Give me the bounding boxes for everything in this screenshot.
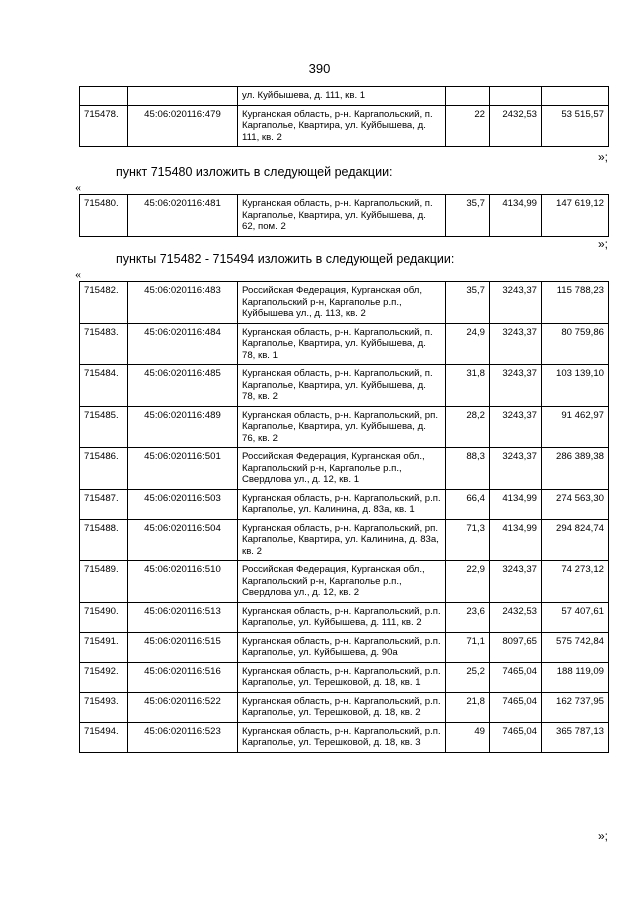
row-number-cell: 715478.: [80, 105, 128, 147]
cadastral-number-cell: 45:06:020116:523: [128, 722, 238, 752]
rate-cell: 3243,37: [490, 282, 542, 324]
table-row: [80, 282, 609, 324]
registry-table-3: [79, 281, 609, 753]
area-cell: 28,2: [446, 406, 490, 448]
address-cell: Курганская область, р-н. Каргапольский, п. Каргаполье, Квартира, ул. Куйбышева, д. 62, пом. 2: [238, 195, 446, 237]
cadastral-number-cell: 45:06:020116:522: [128, 692, 238, 722]
closing-quote: »;: [598, 829, 609, 843]
cadastral-number-cell: 45:06:020116:513: [128, 602, 238, 632]
cadastral-number-cell: 45:06:020116:516: [128, 662, 238, 692]
cadastral-number-cell: 45:06:020116:501: [128, 448, 238, 490]
cadastral-number-cell: [128, 87, 238, 106]
cost-cell: 147 619,12: [542, 195, 609, 237]
opening-quote: «: [75, 180, 81, 194]
address-cell: Курганская область, р-н. Каргапольский, п. Каргаполье, Квартира, ул. Куйбышева, д. 111, кв. 2: [238, 105, 446, 147]
address-cell: Курганская область, р-н. Каргапольский, рп. Каргаполье, Квартира, ул. Калинина, д. 83а, кв. 2: [238, 519, 446, 561]
area-cell: 35,7: [446, 195, 490, 237]
address-cell: Курганская область, р-н. Каргапольский, р.п. Каргаполье, ул. Куйбышева, д. 111, кв. 2: [238, 602, 446, 632]
row-number-cell: 715486.: [80, 448, 128, 490]
rate-cell: 4134,99: [490, 489, 542, 519]
cost-cell: [542, 87, 609, 106]
rate-cell: 3243,37: [490, 323, 542, 365]
area-cell: 35,7: [446, 282, 490, 324]
table-row: [80, 448, 609, 490]
area-cell: 22,9: [446, 561, 490, 603]
area-cell: 25,2: [446, 662, 490, 692]
area-cell: [446, 87, 490, 106]
cadastral-number-cell: 45:06:020116:483: [128, 282, 238, 324]
cost-cell: 286 389,38: [542, 448, 609, 490]
table-row: [80, 489, 609, 519]
cost-cell: 294 824,74: [542, 519, 609, 561]
table-row: [80, 602, 609, 632]
area-cell: 24,9: [446, 323, 490, 365]
registry-table-1: [79, 86, 609, 147]
area-cell: 88,3: [446, 448, 490, 490]
row-number-cell: 715483.: [80, 323, 128, 365]
row-number-cell: 715488.: [80, 519, 128, 561]
rate-cell: 4134,99: [490, 195, 542, 237]
cost-cell: 103 139,10: [542, 365, 609, 407]
rate-cell: 2432,53: [490, 105, 542, 147]
table-row: [80, 105, 609, 147]
address-cell: Российская Федерация, Курганская обл., Каргапольский р-н, Каргаполье р.п., Свердлова ул., д. 12, кв. 1: [238, 448, 446, 490]
row-number-cell: 715489.: [80, 561, 128, 603]
table-row: [80, 195, 609, 237]
cadastral-number-cell: 45:06:020116:481: [128, 195, 238, 237]
rate-cell: 2432,53: [490, 602, 542, 632]
area-cell: 71,3: [446, 519, 490, 561]
table-row: [80, 406, 609, 448]
table-row: [80, 662, 609, 692]
rate-cell: 3243,37: [490, 561, 542, 603]
area-cell: 21,8: [446, 692, 490, 722]
row-number-cell: 715482.: [80, 282, 128, 324]
table-row: [80, 632, 609, 662]
table-row: [80, 519, 609, 561]
table-row: [80, 561, 609, 603]
area-cell: 71,1: [446, 632, 490, 662]
closing-quote: »;: [598, 237, 609, 251]
cadastral-number-cell: 45:06:020116:489: [128, 406, 238, 448]
rate-cell: 3243,37: [490, 406, 542, 448]
cadastral-number-cell: 45:06:020116:504: [128, 519, 238, 561]
page-number: 390: [308, 61, 331, 76]
table-row: [80, 87, 609, 106]
amendment-paragraph: пункт 715480 изложить в следующей редакции:: [116, 165, 393, 179]
table-row: [80, 722, 609, 752]
row-number-cell: 715490.: [80, 602, 128, 632]
address-cell: Курганская область, р-н. Каргапольский, п. Каргаполье, Квартира, ул. Куйбышева, д. 78, кв. 1: [238, 323, 446, 365]
address-cell: Российская Федерация, Курганская обл, Каргапольский р-н, Каргаполье р.п., Куйбышева ул., д. 113, кв. 2: [238, 282, 446, 324]
cost-cell: 74 273,12: [542, 561, 609, 603]
rate-cell: 4134,99: [490, 519, 542, 561]
area-cell: 66,4: [446, 489, 490, 519]
address-cell: Курганская область, р-н. Каргапольский, р.п. Каргаполье, ул. Терешковой, д. 18, кв. 2: [238, 692, 446, 722]
area-cell: 49: [446, 722, 490, 752]
rate-cell: 3243,37: [490, 448, 542, 490]
row-number-cell: [80, 87, 128, 106]
row-number-cell: 715491.: [80, 632, 128, 662]
row-number-cell: 715492.: [80, 662, 128, 692]
rate-cell: 7465,04: [490, 692, 542, 722]
row-number-cell: 715493.: [80, 692, 128, 722]
rate-cell: 7465,04: [490, 662, 542, 692]
address-cell: Курганская область, р-н. Каргапольский, р.п. Каргаполье, ул. Куйбышева, д. 90а: [238, 632, 446, 662]
cost-cell: 115 788,23: [542, 282, 609, 324]
cost-cell: 274 563,30: [542, 489, 609, 519]
address-cell: ул. Куйбышева, д. 111, кв. 1: [238, 87, 446, 106]
table-row: [80, 692, 609, 722]
cost-cell: 91 462,97: [542, 406, 609, 448]
address-cell: Курганская область, р-н. Каргапольский, п. Каргаполье, Квартира, ул. Куйбышева, д. 78, кв. 2: [238, 365, 446, 407]
rate-cell: 8097,65: [490, 632, 542, 662]
cost-cell: 53 515,57: [542, 105, 609, 147]
address-cell: Курганская область, р-н. Каргапольский, рп. Каргаполье, Квартира, ул. Куйбышева, д. 76, кв. 2: [238, 406, 446, 448]
cost-cell: 80 759,86: [542, 323, 609, 365]
cadastral-number-cell: 45:06:020116:503: [128, 489, 238, 519]
cost-cell: 365 787,13: [542, 722, 609, 752]
cadastral-number-cell: 45:06:020116:515: [128, 632, 238, 662]
table-row: [80, 323, 609, 365]
area-cell: 31,8: [446, 365, 490, 407]
cost-cell: 162 737,95: [542, 692, 609, 722]
row-number-cell: 715494.: [80, 722, 128, 752]
cadastral-number-cell: 45:06:020116:479: [128, 105, 238, 147]
cadastral-number-cell: 45:06:020116:484: [128, 323, 238, 365]
rate-cell: [490, 87, 542, 106]
address-cell: Курганская область, р-н. Каргапольский, р.п. Каргаполье, ул. Калинина, д. 83а, кв. 1: [238, 489, 446, 519]
opening-quote: «: [75, 267, 81, 281]
cost-cell: 57 407,61: [542, 602, 609, 632]
area-cell: 22: [446, 105, 490, 147]
row-number-cell: 715480.: [80, 195, 128, 237]
registry-table-2: [79, 194, 609, 237]
row-number-cell: 715484.: [80, 365, 128, 407]
address-cell: Курганская область, р-н. Каргапольский, р.п. Каргаполье, ул. Терешковой, д. 18, кв. 3: [238, 722, 446, 752]
rate-cell: 3243,37: [490, 365, 542, 407]
row-number-cell: 715487.: [80, 489, 128, 519]
cadastral-number-cell: 45:06:020116:485: [128, 365, 238, 407]
row-number-cell: 715485.: [80, 406, 128, 448]
cadastral-number-cell: 45:06:020116:510: [128, 561, 238, 603]
amendment-paragraph: пункты 715482 - 715494 изложить в следующей редакции:: [116, 252, 455, 266]
rate-cell: 7465,04: [490, 722, 542, 752]
table-row: [80, 365, 609, 407]
cost-cell: 188 119,09: [542, 662, 609, 692]
address-cell: Курганская область, р-н. Каргапольский, р.п. Каргаполье, ул. Терешковой, д. 18, кв. 1: [238, 662, 446, 692]
cost-cell: 575 742,84: [542, 632, 609, 662]
address-cell: Российская Федерация, Курганская обл., Каргапольский р-н, Каргаполье р.п., Свердлова ул., д. 12, кв. 2: [238, 561, 446, 603]
area-cell: 23,6: [446, 602, 490, 632]
closing-quote: »;: [598, 150, 609, 164]
